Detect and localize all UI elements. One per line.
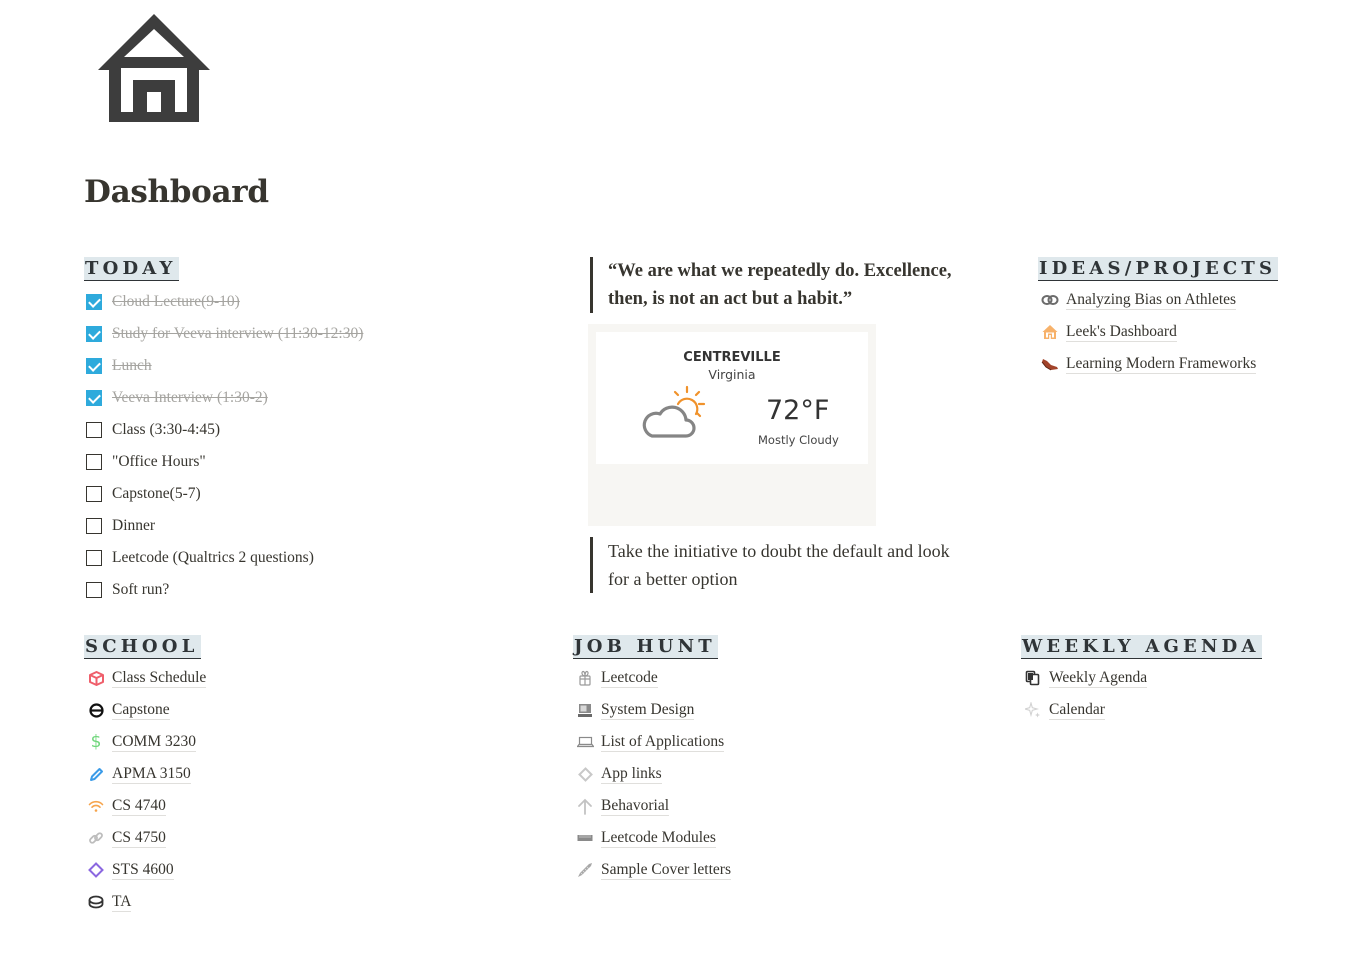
page-link-apma-3150[interactable]: APMA 3150 [86,758,206,790]
weather-widget [596,332,868,464]
page-title: Dashboard [84,174,269,210]
todo-item [86,574,363,606]
page-link-behavorial[interactable]: Behavorial [575,790,731,822]
todo-label[interactable]: Dinner [112,517,156,534]
diamond-icon [86,860,106,880]
partly-cloudy-icon [638,384,710,440]
page-link-list-of-applications[interactable]: List of Applications [575,726,731,758]
page-link-app-links[interactable]: App links [575,758,731,790]
ruler-icon [575,828,595,848]
todo-item [86,542,363,574]
todo-label[interactable]: Veeva Interview (1:30-2) [112,389,268,406]
todo-checkbox[interactable] [86,326,102,342]
school-heading: SCHOOL [85,636,199,657]
todo-label[interactable]: Class (3:30-4:45) [112,421,221,438]
page-link-learning-frameworks[interactable]: Learning Modern Frameworks [1040,348,1256,380]
page-link-class-schedule[interactable]: Class Schedule [86,662,206,694]
todo-label[interactable]: Soft run? [112,581,170,598]
todo-checkbox[interactable] [86,486,102,502]
arrow-up-icon [575,796,595,816]
sparkle-icon [1023,700,1043,720]
todo-label[interactable]: Lunch [112,357,152,374]
gift-icon [575,668,595,688]
todo-checkbox[interactable] [86,422,102,438]
page-link-ta[interactable]: TA [86,886,206,918]
diamond-outline-icon [575,764,595,784]
page-link-leetcode[interactable]: Leetcode [575,662,731,694]
today-todo-list [86,286,363,606]
todo-item [86,286,363,318]
weekly-agenda-heading: WEEKLY AGENDA [1022,636,1260,657]
house-icon [1040,322,1060,342]
todo-checkbox[interactable] [86,390,102,406]
page-link-capstone[interactable]: Capstone [86,694,206,726]
chain-link-icon [86,828,106,848]
weather-region: Virginia [708,367,756,382]
database-icon [86,892,106,912]
page-link-leeks-dashboard[interactable]: Leek's Dashboard [1040,316,1256,348]
todo-item [86,382,363,414]
ideas-projects-heading: IDEAS/PROJECTS [1039,258,1277,279]
quote-block-secondary: Take the initiative to doubt the default and look for a better option [590,537,950,593]
shoe-icon [1040,354,1060,374]
todo-item [86,510,363,542]
todo-label[interactable]: "Office Hours" [112,453,206,470]
todo-label[interactable]: Cloud Lecture(9-10) [112,293,240,310]
circle-minus-icon [86,700,106,720]
page-link-cs-4740[interactable]: CS 4740 [86,790,206,822]
page-link-system-design[interactable]: System Design [575,694,731,726]
house-icon[interactable] [96,12,212,124]
todo-item [86,318,363,350]
today-heading: TODAY [85,258,177,279]
todo-checkbox[interactable] [86,358,102,374]
todo-item [86,350,363,382]
page-link-sts-4600[interactable]: STS 4600 [86,854,206,886]
wifi-icon [86,796,106,816]
quote-block-primary: “We are what we repeatedly do. Excellence, then, is not an act but a habit.” [590,257,980,313]
todo-item [86,446,363,478]
todo-item [86,478,363,510]
job-hunt-heading: JOB HUNT [574,636,716,657]
weather-embed[interactable] [588,324,876,526]
todo-label[interactable]: Capstone(5-7) [112,485,201,502]
todo-checkbox[interactable] [86,294,102,310]
computer-icon [575,700,595,720]
page-link-analyzing-bias[interactable]: Analyzing Bias on Athletes [1040,284,1256,316]
page-link-leetcode-modules[interactable]: Leetcode Modules [575,822,731,854]
todo-item [86,414,363,446]
todo-checkbox[interactable] [86,518,102,534]
page-link-sample-cover-letters[interactable]: Sample Cover letters [575,854,731,886]
dollar-icon: $ [90,732,102,752]
link-chain-icon [1040,290,1060,310]
todo-checkbox[interactable] [86,550,102,566]
laptop-icon [575,732,595,752]
page-link-calendar[interactable]: Calendar [1023,694,1147,726]
todo-label[interactable]: Study for Veeva interview (11:30-12:30) [112,325,364,342]
school-list [86,662,206,918]
page-link-cs-4750[interactable]: CS 4750 [86,822,206,854]
weather-city: CENTREVILLE [683,350,781,365]
todo-checkbox[interactable] [86,582,102,598]
todo-label[interactable]: Leetcode (Qualtrics 2 questions) [112,549,314,566]
page-link-comm-3230[interactable]: $ COMM 3230 [86,726,206,758]
job-hunt-list [575,662,731,886]
weather-temperature: 72°F [766,395,830,426]
ideas-projects-list [1040,284,1256,380]
weekly-agenda-list [1023,662,1147,726]
todo-checkbox[interactable] [86,454,102,470]
quill-icon [575,860,595,880]
cube-icon [86,668,106,688]
page-link-weekly-agenda[interactable]: Weekly Agenda [1023,662,1147,694]
pencil-icon [86,764,106,784]
weather-condition: Mostly Cloudy [758,433,839,447]
copy-pages-icon [1023,668,1043,688]
